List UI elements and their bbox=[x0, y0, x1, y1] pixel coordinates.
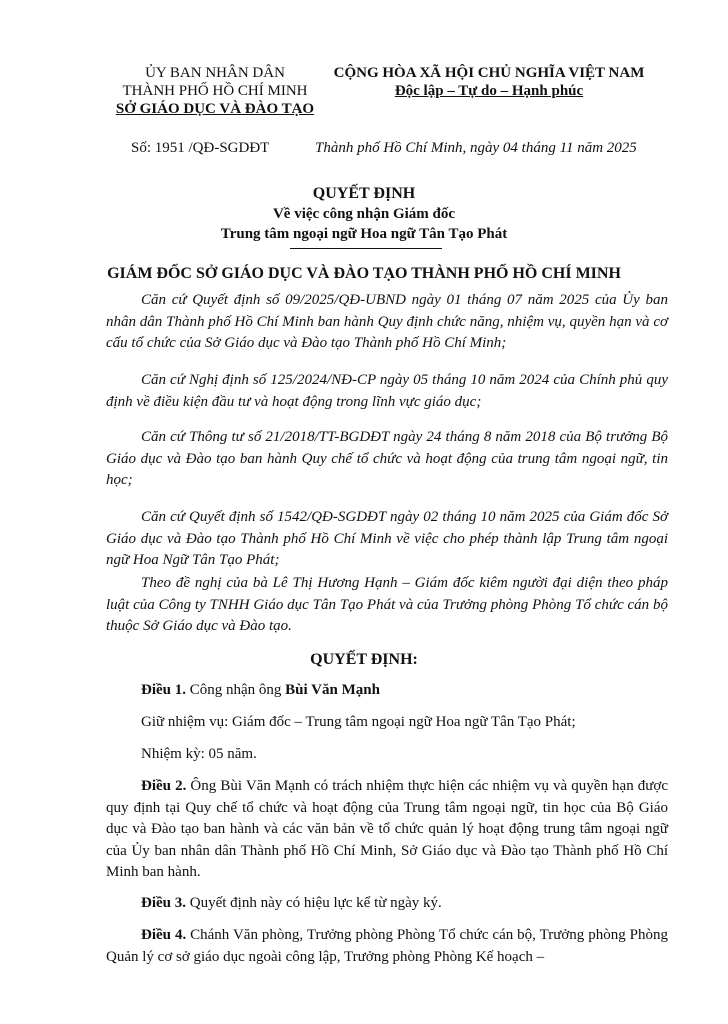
title-main: QUYẾT ĐỊNH bbox=[312, 185, 416, 202]
article-3-label: Điều 3. bbox=[141, 895, 186, 911]
article-1-line bbox=[106, 680, 668, 702]
title-subject-line-2: Trung tâm ngoại ngữ Hoa ngữ Tân Tạo Phát bbox=[220, 226, 508, 242]
appointee-name: Bùi Văn Mạnh bbox=[285, 682, 380, 698]
agency-line-3: SỞ GIÁO DỤC VÀ ĐÀO TẠO bbox=[115, 101, 315, 117]
article-2 bbox=[106, 776, 668, 884]
preamble-paragraph: Căn cứ Quyết định số 1542/QĐ-SGDĐT ngày 02 tháng 10 năm 2025 của Giám đốc Sở Giáo dục và Đào tạo Thành phố Hồ Chí Minh về việc cho phép thành lập Trung tâm ngoại ngữ Hoa Ngữ Tân Tạo Phát; bbox=[106, 509, 668, 568]
article-1-duty bbox=[106, 712, 668, 734]
article-1-text: Công nhận ông bbox=[186, 682, 286, 698]
national-motto: Độc lập – Tự do – Hạnh phúc bbox=[394, 83, 584, 99]
article-1 bbox=[106, 680, 668, 702]
article-2-label: Điều 2. bbox=[141, 778, 187, 794]
issuing-agency-block bbox=[100, 64, 330, 118]
preamble-paragraph: Căn cứ Nghị định số 125/2024/NĐ-CP ngày 05 tháng 10 năm 2024 của Chính phủ quy định về điều kiện đầu tư và hoạt động trong lĩnh vực giáo dục; bbox=[106, 372, 668, 410]
national-motto-block bbox=[330, 64, 648, 100]
country-name: CỘNG HÒA XÃ HỘI CHỦ NGHĨA VIỆT NAM bbox=[333, 65, 645, 81]
document-title bbox=[0, 184, 728, 244]
agency-line-1: ỦY BAN NHÂN DÂN bbox=[145, 65, 285, 81]
title-subject-line-1: Về việc công nhận Giám đốc bbox=[272, 206, 456, 222]
document-number: Số: 1951 /QĐ-SGDĐT bbox=[131, 140, 270, 156]
article-3 bbox=[106, 893, 668, 915]
article-4 bbox=[106, 925, 668, 968]
preamble-paragraph: Căn cứ Quyết định số 09/2025/QĐ-UBND ngày 01 tháng 07 năm 2025 của Ủy ban nhân dân Thành phố Hồ Chí Minh ban hành Quy định chức năng, nhiệm vụ, quyền hạn và cơ cấu tổ chức của Sở Giáo dục và Đào tạo Thành phố Hồ Chí Minh; bbox=[106, 292, 668, 351]
article-1-term bbox=[106, 744, 668, 766]
preamble-paragraph: Theo đề nghị của bà Lê Thị Hương Hạnh – Giám đốc kiêm người đại diện theo pháp luật của Công ty TNHH Giáo dục Tân Tạo Phát và của Trưởng phòng Phòng Tổ chức cán bộ thuộc Sở Giáo dục và Đào tạo. bbox=[106, 575, 668, 634]
article-4-text: Chánh Văn phòng, Trưởng phòng Phòng Tổ chức cán bộ, Trưởng phòng Phòng Quản lý cơ sở giáo dục ngoài công lập, Trưởng phòng Phòng Kế hoạch – bbox=[106, 927, 669, 965]
article-4-label: Điều 4. bbox=[141, 927, 187, 943]
preamble-5 bbox=[106, 573, 668, 638]
article-3-text: Quyết định này có hiệu lực kể từ ngày ký. bbox=[186, 895, 442, 911]
article-3-paragraph bbox=[106, 893, 668, 915]
preamble-1 bbox=[106, 290, 668, 355]
article-4-paragraph bbox=[106, 925, 668, 968]
preamble-paragraph: Căn cứ Thông tư số 21/2018/TT-BGDĐT ngày 24 tháng 8 năm 2018 của Bộ trưởng Bộ Giáo dục và Đào tạo ban hành Quy chế tổ chức và hoạt động của trung tâm ngoại ngữ, tin học; bbox=[106, 429, 668, 488]
preamble-4 bbox=[106, 507, 668, 572]
place-and-date: Thành phố Hồ Chí Minh, ngày 04 tháng 11 năm 2025 bbox=[315, 140, 637, 156]
preamble-2 bbox=[106, 370, 668, 413]
duty-line: Giữ nhiệm vụ: Giám đốc – Trung tâm ngoại ngữ Hoa ngữ Tân Tạo Phát; bbox=[141, 714, 576, 730]
agency-line-2: THÀNH PHỐ HỒ CHÍ MINH bbox=[122, 83, 308, 99]
term-line: Nhiệm kỳ: 05 năm. bbox=[141, 746, 257, 762]
article-1-label: Điều 1. bbox=[141, 682, 186, 698]
article-2-paragraph bbox=[106, 776, 668, 884]
issuing-authority: GIÁM ĐỐC SỞ GIÁO DỤC VÀ ĐÀO TẠO THÀNH PHỐ HỒ CHÍ MINH bbox=[107, 265, 621, 282]
article-2-text: Ông Bùi Văn Mạnh có trách nhiệm thực hiện các nhiệm vụ và quyền hạn được quy định tại Quy chế tổ chức và hoạt động của Trung tâm ngoại ngữ, tin học của Bộ Giáo dục và Đào tạo ban hành và các văn bản về tổ chức quản lý hoạt động trung tâm ngoại ngữ của Ủy ban nhân dân Thành phố Hồ Chí Minh, Sở Giáo dục và Đào tạo Thành phố Hồ Chí Minh ban hành. bbox=[106, 778, 668, 880]
decision-heading: QUYẾT ĐỊNH: bbox=[310, 651, 418, 668]
title-underline bbox=[290, 248, 442, 249]
preamble-3 bbox=[106, 427, 668, 492]
